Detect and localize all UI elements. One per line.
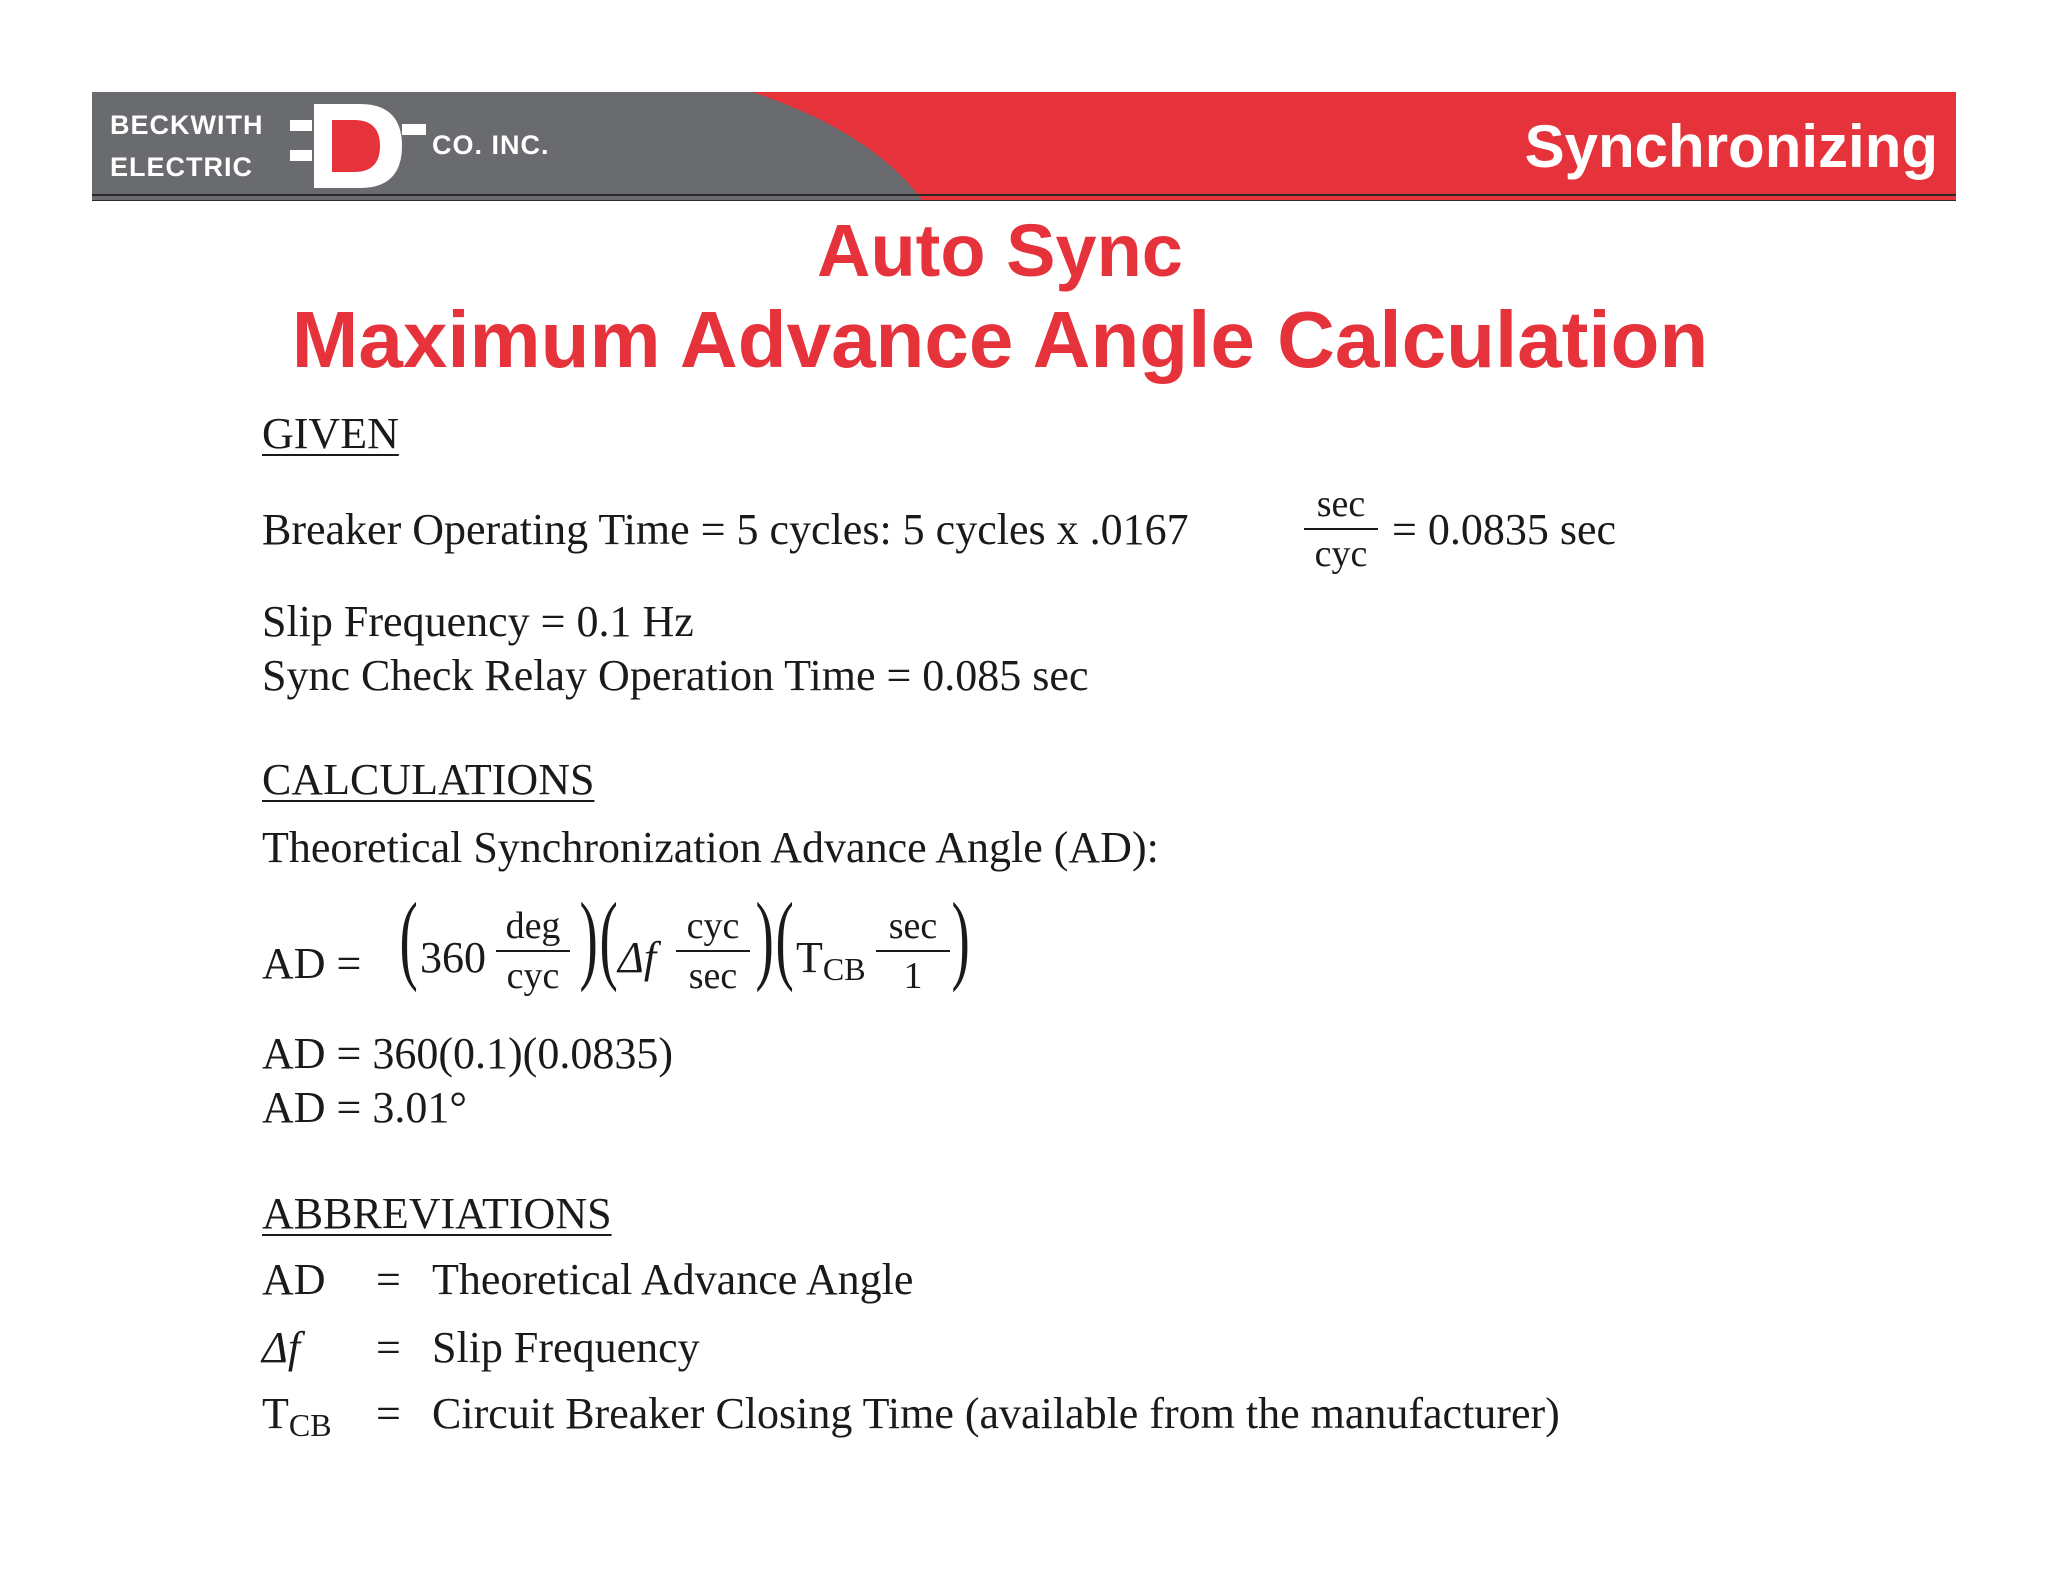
abbr-equals: = [376, 1323, 401, 1372]
term1-fraction [496, 904, 570, 998]
abbr-equals: = [376, 1255, 401, 1304]
term3-coef-letter: T [796, 933, 823, 982]
sync-check-time: Sync Check Relay Operation Time = 0.085 sec [262, 651, 1089, 700]
term3-coef-sub: CB [822, 951, 866, 987]
slip-frequency: Slip Frequency = 0.1 Hz [262, 597, 694, 646]
term2-den: sec [688, 955, 738, 997]
fraction-bar [876, 950, 950, 952]
paren-close-2: ) [755, 882, 774, 993]
breaker-frac-den: cyc [1314, 533, 1368, 575]
breaker-time-lhs: Breaker Operating Time = 5 cycles: 5 cycles x .0167 [262, 505, 1189, 554]
calc-step-1: AD = 360(0.1)(0.0835) [262, 1029, 673, 1078]
abbr-key [262, 1254, 326, 1305]
breaker-time-fraction [1304, 482, 1378, 576]
abbr-key-sub: CB [288, 1407, 332, 1443]
term2-coef: Δf [618, 933, 657, 982]
abbr-key [262, 1322, 300, 1373]
paren-close-3: ) [951, 882, 970, 993]
term2-fraction [676, 904, 750, 998]
fraction-bar [1304, 528, 1378, 530]
abbr-key-text: Δf [262, 1323, 301, 1372]
term3-coef [796, 932, 866, 987]
abbr-key [262, 1388, 332, 1443]
paren-open-1: ( [399, 882, 418, 993]
term1-num: deg [505, 905, 561, 947]
header-rule-bottom [92, 200, 1956, 201]
title-line-2: Maximum Advance Angle Calculation [291, 295, 1709, 384]
formula-lhs: AD = [262, 939, 362, 988]
abbr-value: Theoretical Advance Angle [432, 1255, 914, 1304]
section-title: Synchronizing [1524, 113, 1938, 180]
term1-coef: 360 [420, 933, 486, 982]
logo-beckwith: BECKWITH [110, 110, 264, 140]
calc-step-2: AD = 3.01° [262, 1083, 467, 1132]
calculations-heading: CALCULATIONS [262, 755, 595, 804]
title-line-1: Auto Sync [817, 209, 1183, 292]
fraction-bar [496, 950, 570, 952]
abbreviations-heading: ABBREVIATIONS [262, 1189, 612, 1238]
term3-num: sec [888, 905, 938, 947]
abbr-equals: = [376, 1389, 401, 1438]
abbr-key-text: T [262, 1389, 289, 1438]
term3-den: 1 [903, 955, 923, 997]
breaker-time-rhs: = 0.0835 sec [1392, 505, 1616, 554]
term2-num: cyc [686, 905, 740, 947]
abbr-value: Circuit Breaker Closing Time (available from the manufacturer) [432, 1389, 1560, 1438]
given-heading: GIVEN [262, 409, 399, 458]
logo-co-inc: CO. INC. [432, 130, 550, 160]
breaker-frac-num: sec [1316, 483, 1366, 525]
paren-close-1: ) [579, 882, 598, 993]
paren-open-2: ( [599, 882, 618, 993]
abbr-key-text: AD [262, 1255, 326, 1304]
term3-fraction [876, 904, 950, 998]
logo-electric: ELECTRIC [110, 152, 253, 182]
paren-open-3: ( [775, 882, 794, 993]
header-rule-top [92, 194, 1956, 196]
fraction-bar [676, 950, 750, 952]
abbr-value: Slip Frequency [432, 1323, 700, 1372]
term1-den: cyc [506, 955, 560, 997]
calculations-description: Theoretical Synchronization Advance Angle (AD): [262, 823, 1159, 872]
